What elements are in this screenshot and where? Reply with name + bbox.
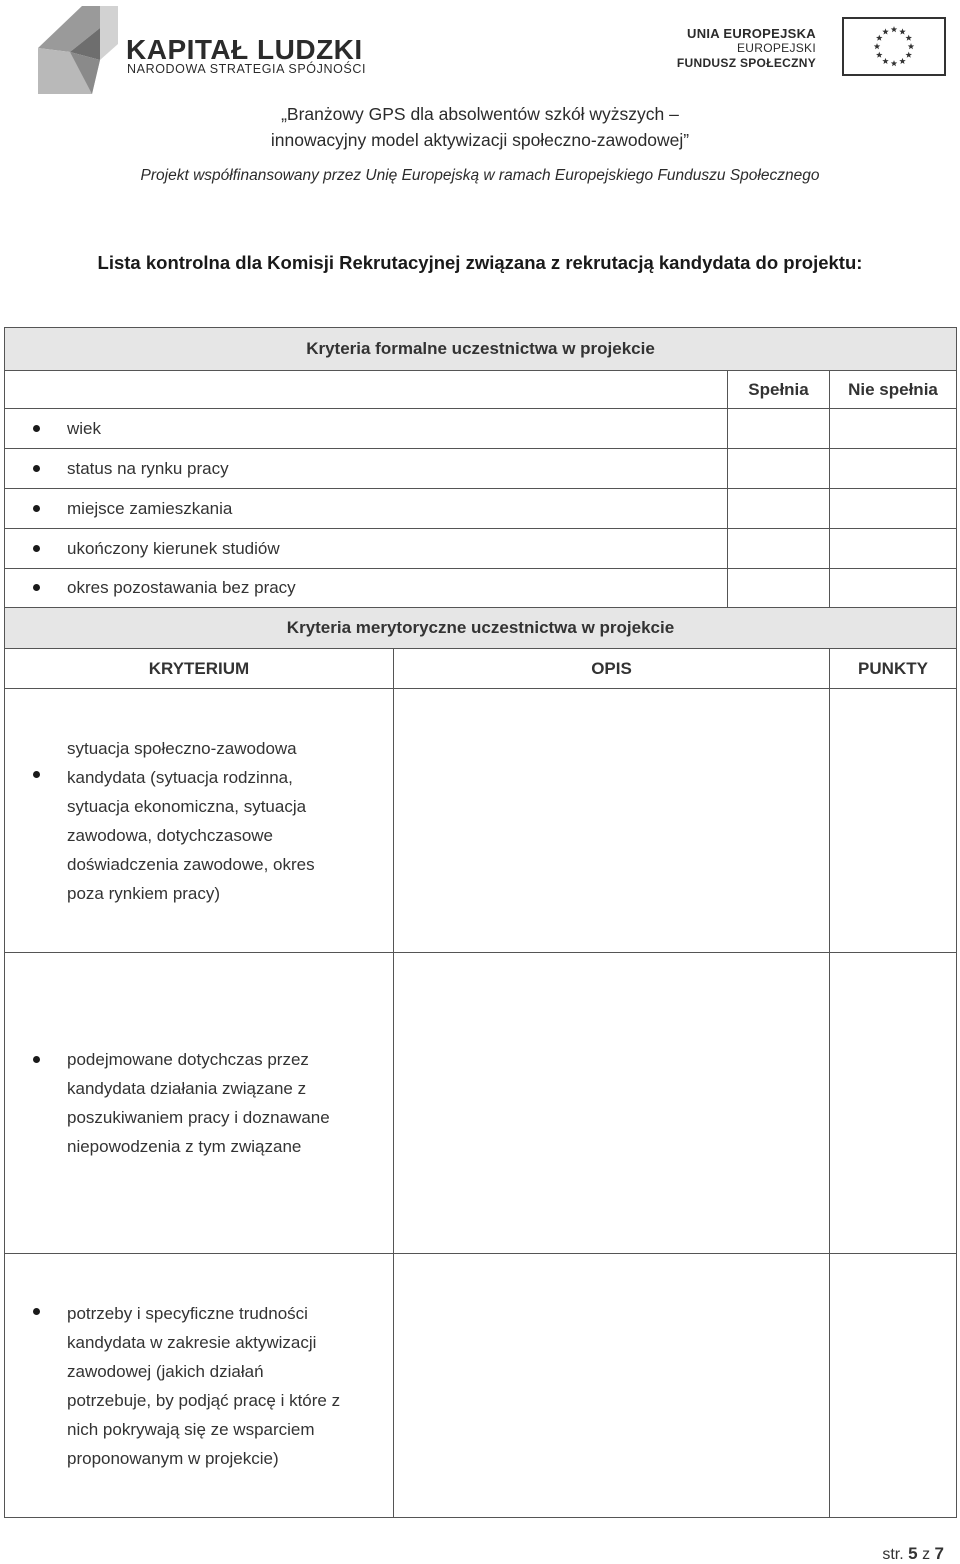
merit-criterion-line: sytuacja społeczno-zawodowa (67, 738, 297, 758)
merit-criterion-line: kandydata (sytuacja rodzinna, (67, 767, 293, 787)
eu-star-icon (891, 60, 897, 66)
merit-criterion-line: kandydata działania związane z (67, 1079, 307, 1098)
col-points: PUNKTY (830, 649, 957, 689)
merit-row (5, 689, 957, 953)
merit-criterion-line: zawodowa, dotychczasowe (67, 825, 274, 845)
bullet-icon (33, 1056, 40, 1063)
meets-cell[interactable] (728, 449, 830, 489)
formal-row (5, 489, 957, 529)
formal-section-title: Kryteria formalne uczestnictwa w projekcie (5, 328, 957, 371)
description-cell[interactable] (394, 689, 830, 953)
document-heading: Lista kontrolna dla Komisji Rekrutacyjnej związana z rekrutacją kandydata do projektu: (97, 252, 863, 273)
formal-row (5, 449, 957, 489)
bullet-icon (33, 545, 40, 552)
bullet-icon (33, 771, 40, 778)
formal-criterion (5, 529, 728, 569)
formal-criterion-label: miejsce zamieszkania (67, 498, 233, 518)
description-cell[interactable] (394, 1254, 830, 1518)
eu-logo-line1: UNIA EUROPEJSKA (687, 26, 816, 41)
bullet-icon (33, 505, 40, 512)
meets-cell[interactable] (728, 569, 830, 608)
page-sep: z (922, 1546, 931, 1563)
eu-logo-text (677, 26, 816, 71)
bullet-icon (33, 1308, 40, 1315)
eu-flag-icon (842, 17, 946, 76)
merit-criterion (5, 689, 394, 953)
merit-criterion-line: kandydata w zakresie aktywizacji (67, 1332, 317, 1352)
not-meets-cell[interactable] (830, 449, 957, 489)
points-cell[interactable] (830, 1254, 957, 1518)
col-criterion: KRYTERIUM (5, 649, 394, 689)
eu-star-icon (905, 52, 911, 58)
col-not-meets: Nie spełnia (830, 371, 957, 409)
eu-star-icon (874, 43, 880, 49)
description-cell[interactable] (394, 953, 830, 1254)
not-meets-cell[interactable] (830, 569, 957, 608)
formal-criterion (5, 489, 728, 529)
eu-star-icon (882, 58, 888, 64)
kapital-ludzki-logo (30, 4, 370, 96)
merit-criterion (5, 953, 394, 1254)
col-meets: Spełnia (728, 371, 830, 409)
eu-logo-line2: EUROPEJSKI (736, 41, 816, 55)
eu-logo-line3: FUNDUSZ SPOŁECZNY (676, 56, 816, 70)
bullet-icon (33, 425, 40, 432)
formal-row (5, 529, 957, 569)
page-number (882, 1544, 944, 1564)
formal-section-header (5, 328, 957, 371)
merit-criterion-line: proponowanym w projekcie) (67, 1448, 279, 1468)
merit-criterion-line: zawodowej (jakich działań (67, 1361, 264, 1381)
eu-star-icon (908, 43, 914, 49)
merit-row (5, 1254, 957, 1518)
formal-row (5, 409, 957, 449)
merit-criterion (5, 1254, 394, 1518)
points-cell[interactable] (830, 953, 957, 1254)
eu-star-icon (876, 35, 882, 41)
formal-column-header (5, 371, 957, 409)
bullet-icon (33, 584, 40, 591)
kapital-ludzki-subtitle: NARODOWA STRATEGIA SPÓJNOŚCI (127, 62, 367, 76)
checklist-table (4, 327, 957, 1518)
page-current: 5 (908, 1544, 918, 1563)
not-meets-cell[interactable] (830, 409, 957, 449)
eu-star-icon (905, 35, 911, 41)
merit-criterion-line: podejmowane dotychczas przez (67, 1050, 309, 1069)
merit-criterion-line: potrzeby i specyficzne trudności (67, 1303, 308, 1323)
col-description: OPIS (394, 649, 830, 689)
points-cell[interactable] (830, 689, 957, 953)
merit-criterion-line: poza rynkiem pracy) (67, 883, 221, 903)
not-meets-cell[interactable] (830, 489, 957, 529)
merit-row (5, 953, 957, 1254)
formal-criterion-label: ukończony kierunek studiów (67, 538, 280, 558)
formal-criterion (5, 409, 728, 449)
bullet-icon (33, 465, 40, 472)
formal-criterion-label: wiek (67, 418, 102, 438)
merit-criterion-line: nich pokrywają się ze wsparciem (67, 1419, 315, 1439)
kapital-ludzki-mark-icon (30, 4, 122, 96)
eu-star-icon (899, 58, 905, 64)
formal-criterion-label: status na rynku pracy (67, 458, 229, 478)
formal-header-spacer (5, 371, 728, 409)
merit-section-header (5, 608, 957, 649)
eu-star-icon (891, 26, 897, 32)
merit-criterion-line: sytuacja ekonomiczna, sytuacja (67, 796, 307, 816)
meets-cell[interactable] (728, 409, 830, 449)
page-total: 7 (934, 1544, 944, 1563)
not-meets-cell[interactable] (830, 529, 957, 569)
eu-logo (676, 16, 948, 78)
eu-star-icon (882, 28, 888, 34)
meets-cell[interactable] (728, 489, 830, 529)
merit-criterion-line: poszukiwaniem pracy i doznawane (67, 1108, 330, 1127)
merit-criterion-line: doświadczenia zawodowe, okres (67, 854, 315, 874)
formal-row (5, 569, 957, 608)
page-prefix: str. (882, 1546, 904, 1563)
eu-star-icon (876, 52, 882, 58)
merit-criterion-line: niepowodzenia z tym związane (67, 1137, 302, 1156)
project-title-line2: innowacyjny model aktywizacji społeczno-zawodowej” (270, 130, 690, 150)
formal-criterion (5, 449, 728, 489)
meets-cell[interactable] (728, 529, 830, 569)
merit-section-title: Kryteria merytoryczne uczestnictwa w projekcie (5, 608, 957, 649)
project-cofinancing-note: Projekt współfinansowany przez Unię Europejską w ramach Europejskiego Funduszu Społecznego (140, 167, 820, 184)
formal-criterion (5, 569, 728, 608)
merit-column-header (5, 649, 957, 689)
merit-criterion-line: potrzebuje, by podjąć pracę i które z (67, 1390, 341, 1410)
project-title-line1: „Branżowy GPS dla absolwentów szkół wyższych – (281, 104, 679, 124)
eu-star-icon (899, 28, 905, 34)
formal-criterion-label: okres pozostawania bez pracy (67, 578, 296, 597)
kapital-ludzki-name: KAPITAŁ LUDZKI (126, 34, 363, 65)
